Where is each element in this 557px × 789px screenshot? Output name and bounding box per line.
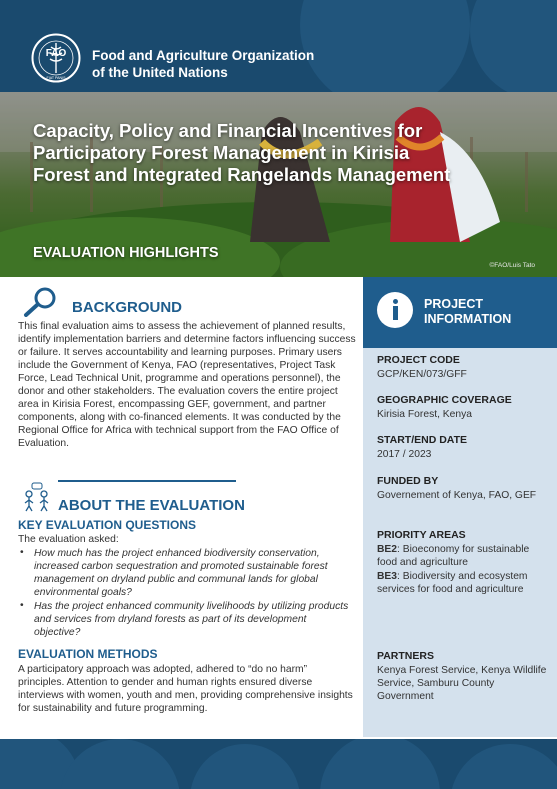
- priority-field: [377, 529, 547, 596]
- organization-name: [92, 47, 314, 81]
- be2-code: BE2: [377, 544, 398, 555]
- methods-heading: EVALUATION METHODS: [18, 647, 158, 661]
- section-divider: [58, 480, 236, 482]
- dates-value: 2017 / 2023: [377, 449, 432, 460]
- coverage-value: Kirisia Forest, Kenya: [377, 409, 472, 420]
- project-code-label: PROJECT CODE: [377, 354, 460, 366]
- org-line-2: of the United Nations: [92, 65, 228, 80]
- info-icon: [377, 292, 413, 328]
- bullet-marker: •: [20, 547, 24, 558]
- project-code-value: GCP/KEN/073/GFF: [377, 369, 467, 380]
- project-info-header: [363, 277, 557, 348]
- partners-label: PARTNERS: [377, 650, 434, 662]
- about-heading: ABOUT THE EVALUATION: [58, 497, 245, 514]
- bullet-marker: •: [20, 600, 24, 611]
- funded-field: [377, 475, 547, 502]
- logo-motto: FIAT PANIS: [46, 76, 66, 80]
- question-2: Has the project enhanced community livelihoods by utilizing products and services from dryland forests as part of its development objective?: [34, 601, 349, 638]
- be3-text: : Biodiversity and ecosystem services for food and agriculture: [377, 571, 528, 595]
- background-heading: BACKGROUND: [72, 299, 182, 316]
- partners-value: Kenya Forest Service, Kenya Wildlife Service, Samburu County Government: [377, 665, 547, 702]
- fao-logo-icon: [31, 33, 81, 83]
- partners-field: [377, 650, 547, 703]
- people-discussion-icon: [20, 482, 54, 512]
- questions-heading: KEY EVALUATION QUESTIONS: [18, 518, 197, 532]
- hero-subtitle: EVALUATION HIGHLIGHTS: [33, 245, 219, 261]
- hero-photo: [0, 92, 557, 277]
- priority-be3: [377, 570, 547, 596]
- coverage-field: [377, 394, 547, 421]
- hero-title: Capacity, Policy and Financial Incentives for Participatory Forest Management in Kirisia Forest and Integrated Rangelands Management: [33, 120, 451, 185]
- logo-text: FAO: [45, 48, 67, 59]
- questions-intro: The evaluation asked:: [18, 534, 119, 545]
- org-line-1: Food and Agriculture Organization: [92, 48, 315, 63]
- priority-be2: [377, 543, 547, 569]
- footer-band: [0, 739, 557, 789]
- funded-value: Governement of Kenya, FAO, GEF: [377, 490, 537, 501]
- funded-label: FUNDED BY: [377, 475, 439, 487]
- methods-text: A participatory approach was adopted, adhered to “do no harm” principles. Attention to gender and human rights ensured diverse interviews with women, youth and men, providing comprehensive insights for sustainability and future programming.: [18, 664, 353, 714]
- priority-label: PRIORITY AREAS: [377, 529, 466, 541]
- be3-code: BE3: [377, 571, 398, 582]
- magnifier-icon: [22, 287, 58, 317]
- header-band: [0, 0, 557, 92]
- project-info-panel: [363, 277, 557, 737]
- dates-field: [377, 434, 547, 461]
- be2-text: : Bioeconomy for sustainable food and agriculture: [377, 544, 530, 568]
- project-info-title: [424, 297, 511, 327]
- coverage-label: GEOGRAPHIC COVERAGE: [377, 394, 512, 406]
- dates-label: START/END DATE: [377, 434, 468, 446]
- background-text: This final evaluation aims to assess the achievement of planned results, identify implementation barriers and determine factors influencing success or failure. It serves accountability and learning purposes. Primary users include the Government of Kenya, FAO (representatives, Project Task Force, Lead Technical Unit, programme and operations personnel), the donor and other stakeholders. The evaluation covers the entire project area in Kirisia Forest, encompassing GEF, government, and partner components, along with co-financed elements. It was conducted by the Regional Office for Africa with technical support from the FAO Office of Evaluation.: [18, 321, 356, 449]
- photo-credit: ©FAO/Luis Tato: [489, 262, 535, 269]
- question-1: How much has the project enhanced biodiversity conservation, increased carbon sequestration and promoted sustainable forest management on dryland public and communal lands for global environmental goals?: [34, 548, 328, 598]
- info-title-line-1: PROJECT: [424, 297, 484, 311]
- info-title-line-2: INFORMATION: [424, 312, 512, 326]
- project-code-field: [377, 354, 547, 381]
